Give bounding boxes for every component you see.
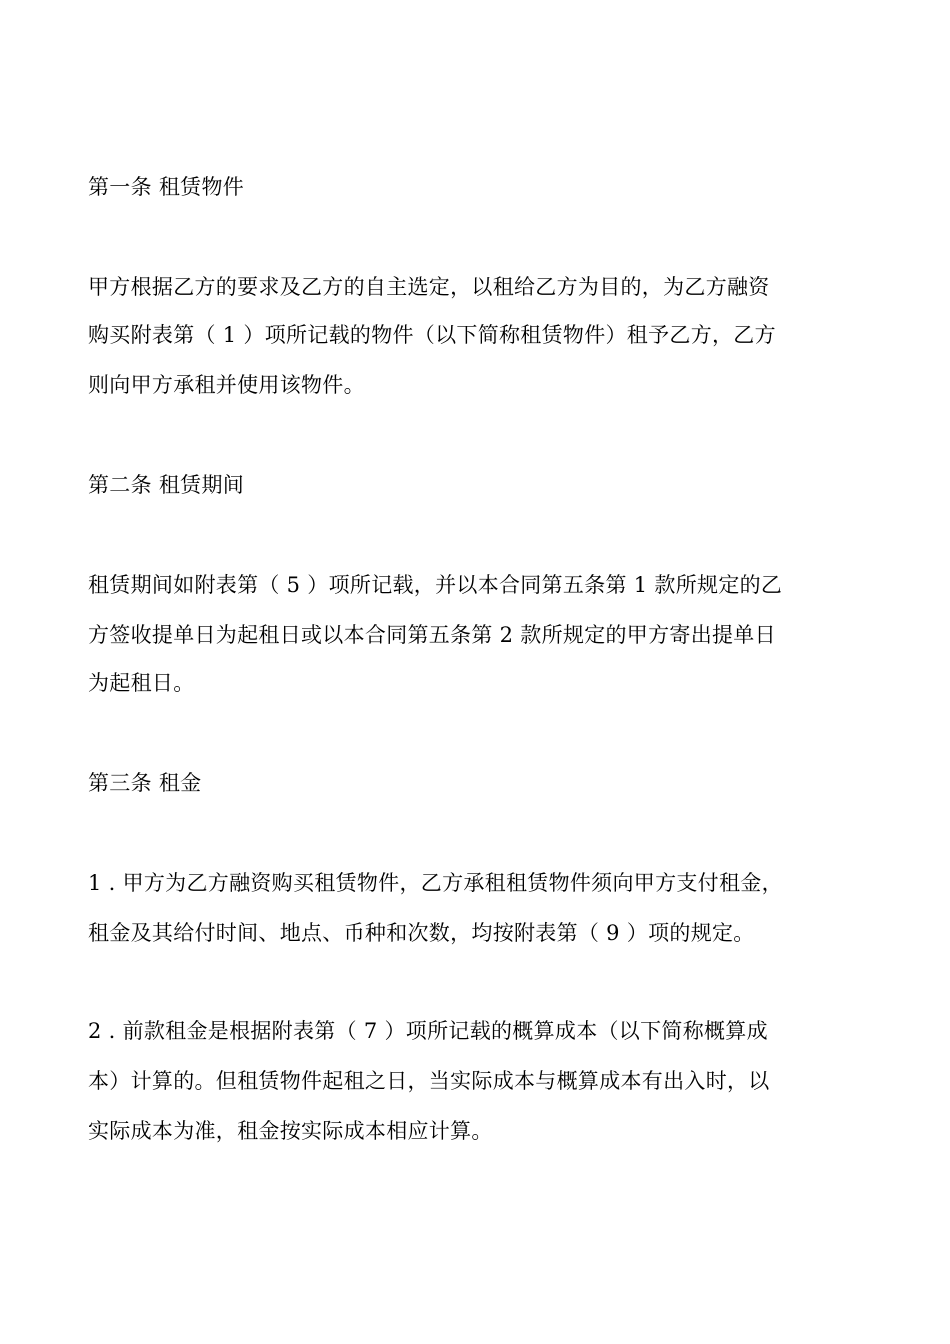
article-1-line-1: 甲方根据乙方的要求及乙方的自主选定，以租给乙方为目的，为乙方融资 (88, 275, 770, 299)
article-3-clause-2-line-2: 本）计算的。但租赁物件起租之日，当实际成本与概算成本有出入时，以 (88, 1069, 770, 1093)
article-3-clause-2-line-1: 2 . 前款租金是根据附表第（ 7 ）项所记载的概算成本（以下简称概算成 (88, 1019, 768, 1043)
article-2-line-2: 方签收提单日为起租日或以本合同第五条第 2 款所规定的甲方寄出提单日 (88, 623, 776, 647)
article-3-clause-1-line-1: 1 . 甲方为乙方融资购买租赁物件，乙方承租租赁物件须向甲方支付租金， (88, 871, 783, 895)
article-2-line-3: 为起租日。 (88, 671, 195, 695)
article-2-heading: 第二条 租赁期间 (88, 473, 245, 497)
article-1-line-2: 购买附表第（ 1 ）项所记载的物件（以下简称租赁物件）租予乙方，乙方 (88, 323, 776, 347)
article-2-line-1: 租赁期间如附表第（ 5 ）项所记载，并以本合同第五条第 1 款所规定的乙 (88, 573, 783, 597)
article-1-line-3: 则向甲方承租并使用该物件。 (88, 373, 365, 397)
article-3-clause-2-line-3: 实际成本为准，租金按实际成本相应计算。 (88, 1119, 493, 1143)
article-3-heading: 第三条 租金 (88, 771, 202, 795)
article-3-clause-1-line-2: 租金及其给付时间、地点、币种和次数，均按附表第（ 9 ）项的规定。 (88, 921, 755, 945)
article-1-heading: 第一条 租赁物件 (88, 175, 245, 199)
